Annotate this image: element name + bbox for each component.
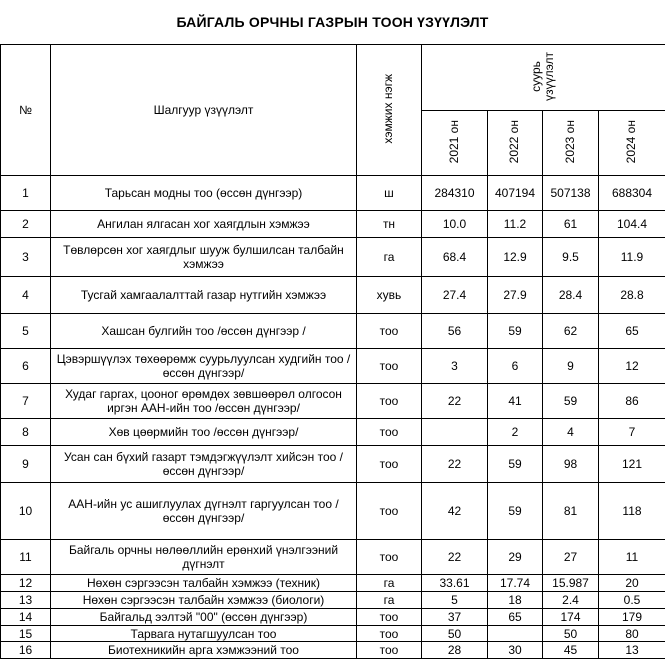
value-cell: 11 [599, 540, 665, 575]
value-cell: 179 [599, 609, 665, 626]
unit-cell: га [357, 575, 422, 592]
unit-cell: тоо [357, 540, 422, 575]
unit-cell: тоо [357, 609, 422, 626]
value-cell: 65 [488, 609, 543, 626]
value-cell: 688304 [599, 176, 665, 211]
table-row [1, 446, 665, 483]
value-cell: 4 [543, 419, 599, 446]
table-row [1, 575, 665, 592]
value-cell [422, 419, 488, 446]
unit-cell: тоо [357, 626, 422, 642]
value-cell: 59 [488, 446, 543, 483]
value-cell: 45 [543, 642, 599, 659]
table-row [1, 419, 665, 446]
value-cell: 9.5 [543, 238, 599, 277]
value-cell: 22 [422, 384, 488, 419]
value-cell: 80 [599, 626, 665, 642]
unit-cell: хувь [357, 277, 422, 314]
header-year-2023 [543, 111, 599, 176]
indicator-name: Хашсан булгийн тоо /өссөн дүнгээр / [51, 314, 357, 349]
row-number: 8 [1, 419, 51, 446]
value-cell: 10.0 [422, 211, 488, 238]
unit-cell: ш [357, 176, 422, 211]
value-cell: 37 [422, 609, 488, 626]
value-cell: 98 [543, 446, 599, 483]
value-cell: 28.4 [543, 277, 599, 314]
value-cell: 0.5 [599, 592, 665, 609]
unit-cell: тоо [357, 483, 422, 540]
page-title: БАЙГАЛЬ ОРЧНЫ ГАЗРЫН ТООН ҮЗҮҮЛЭЛТ [176, 14, 489, 30]
row-number: 6 [1, 349, 51, 384]
value-cell: 27.9 [488, 277, 543, 314]
table-row [1, 211, 665, 238]
table-row [1, 176, 665, 211]
row-number: 2 [1, 211, 51, 238]
indicator-name: Тарвага нутагшуулсан тоо [51, 626, 357, 642]
row-number: 7 [1, 384, 51, 419]
header-year-label: 2021 он [446, 119, 461, 164]
value-cell: 3 [422, 349, 488, 384]
table-row [1, 349, 665, 384]
row-number: 11 [1, 540, 51, 575]
row-number: 14 [1, 609, 51, 626]
indicator-name: Ангилан ялгасан хог хаягдлын хэмжээ [51, 211, 357, 238]
value-cell: 507138 [543, 176, 599, 211]
table-body [1, 176, 665, 659]
header-year-2022 [488, 111, 543, 176]
indicator-name: Хөв цөөрмийн тоо /өссөн дүнгээр/ [51, 419, 357, 446]
table-row [1, 483, 665, 540]
table-row [1, 609, 665, 626]
unit-cell: тоо [357, 349, 422, 384]
unit-cell: тоо [357, 642, 422, 659]
table-row [1, 277, 665, 314]
value-cell: 50 [422, 626, 488, 642]
row-number: 13 [1, 592, 51, 609]
value-cell: 11.9 [599, 238, 665, 277]
header-year-label: 2023 он [562, 119, 577, 164]
indicator-name: Тарьсан модны тоо (өссөн дүнгээр) [51, 176, 357, 211]
indicator-name: Нөхөн сэргээсэн талбайн хэмжээ (биологи) [51, 592, 357, 609]
value-cell: 2 [488, 419, 543, 446]
header-baseline-line2: үзүүлэлт [542, 51, 557, 101]
header-baseline-line1: суурь [529, 60, 544, 92]
value-cell: 59 [543, 384, 599, 419]
header-unit-label: хэмжих нэгж [381, 73, 396, 144]
value-cell: 12 [599, 349, 665, 384]
unit-cell: тоо [357, 419, 422, 446]
row-number: 5 [1, 314, 51, 349]
header-year-label: 2024 он [624, 119, 639, 164]
header-row-top [1, 45, 665, 111]
value-cell [488, 626, 543, 642]
value-cell: 2.4 [543, 592, 599, 609]
table-row [1, 238, 665, 277]
row-number: 12 [1, 575, 51, 592]
value-cell: 5 [422, 592, 488, 609]
value-cell: 86 [599, 384, 665, 419]
table-row [1, 314, 665, 349]
table-row [1, 540, 665, 575]
value-cell: 28.8 [599, 277, 665, 314]
unit-cell: тн [357, 211, 422, 238]
value-cell: 59 [488, 483, 543, 540]
indicator-name: Байгаль орчны нөлөөллийн ерөнхий үнэлгээний дүгнэлт [51, 540, 357, 575]
value-cell: 174 [543, 609, 599, 626]
unit-cell: га [357, 238, 422, 277]
value-cell: 27.4 [422, 277, 488, 314]
value-cell: 42 [422, 483, 488, 540]
value-cell: 41 [488, 384, 543, 419]
unit-cell: тоо [357, 446, 422, 483]
header-baseline-label [530, 52, 556, 101]
indicator-name: Усан сан бүхий газарт тэмдэгжүүлэлт хийсэн тоо /өссөн дүнгээр/ [51, 446, 357, 483]
value-cell: 20 [599, 575, 665, 592]
value-cell: 22 [422, 446, 488, 483]
value-cell: 59 [488, 314, 543, 349]
indicator-name: Худаг гаргах, цооног өрөмдөх зөвшөөрөл олгосон иргэн ААН-ийн тоо /өссөн дүнгээр/ [51, 384, 357, 419]
value-cell: 6 [488, 349, 543, 384]
header-no: № [1, 45, 51, 176]
value-cell: 33.61 [422, 575, 488, 592]
row-number: 4 [1, 277, 51, 314]
indicator-name: Нөхөн сэргээсэн талбайн хэмжээ (техник) [51, 575, 357, 592]
value-cell: 29 [488, 540, 543, 575]
indicator-table [0, 44, 665, 659]
value-cell: 11.2 [488, 211, 543, 238]
unit-cell: тоо [357, 314, 422, 349]
value-cell: 30 [488, 642, 543, 659]
value-cell: 13 [599, 642, 665, 659]
table-row [1, 626, 665, 642]
row-number: 3 [1, 238, 51, 277]
value-cell: 50 [543, 626, 599, 642]
unit-cell: га [357, 592, 422, 609]
value-cell: 22 [422, 540, 488, 575]
row-number: 16 [1, 642, 51, 659]
header-year-2021 [422, 111, 488, 176]
value-cell: 28 [422, 642, 488, 659]
value-cell: 121 [599, 446, 665, 483]
value-cell: 65 [599, 314, 665, 349]
value-cell: 118 [599, 483, 665, 540]
indicator-name: ААН-ийн ус ашиглуулах дүгнэлт гаргуулсан тоо /өссөн дүнгээр/ [51, 483, 357, 540]
indicator-name: Байгальд ээлтэй "00" (өссөн дүнгээр) [51, 609, 357, 626]
header-year-label: 2022 он [507, 119, 522, 164]
header-baseline [422, 45, 665, 111]
unit-cell: тоо [357, 384, 422, 419]
row-number: 1 [1, 176, 51, 211]
indicator-name: Биотехникийн арга хэмжээний тоо [51, 642, 357, 659]
indicator-name: Тусгай хамгаалалттай газар нутгийн хэмжээ [51, 277, 357, 314]
row-number: 9 [1, 446, 51, 483]
header-indicator: Шалгуур үзүүлэлт [51, 45, 357, 176]
value-cell: 62 [543, 314, 599, 349]
value-cell: 56 [422, 314, 488, 349]
table-row [1, 384, 665, 419]
value-cell: 407194 [488, 176, 543, 211]
indicator-name: Төвлөрсөн хог хаягдлыг шууж булшилсан талбайн хэмжээ [51, 238, 357, 277]
value-cell: 18 [488, 592, 543, 609]
value-cell: 12.9 [488, 238, 543, 277]
header-year-2024 [599, 111, 665, 176]
header-unit [357, 45, 422, 176]
value-cell: 68.4 [422, 238, 488, 277]
value-cell: 9 [543, 349, 599, 384]
value-cell: 17.74 [488, 575, 543, 592]
value-cell: 104.4 [599, 211, 665, 238]
value-cell: 15.987 [543, 575, 599, 592]
indicator-name: Цэвэршүүлэх төхөөрөмж суурьлуулсан худгийн тоо /өссөн дүнгээр/ [51, 349, 357, 384]
table-row [1, 592, 665, 609]
value-cell: 81 [543, 483, 599, 540]
value-cell: 27 [543, 540, 599, 575]
value-cell: 284310 [422, 176, 488, 211]
table-row [1, 642, 665, 659]
row-number: 15 [1, 626, 51, 642]
value-cell: 61 [543, 211, 599, 238]
value-cell: 7 [599, 419, 665, 446]
row-number: 10 [1, 483, 51, 540]
